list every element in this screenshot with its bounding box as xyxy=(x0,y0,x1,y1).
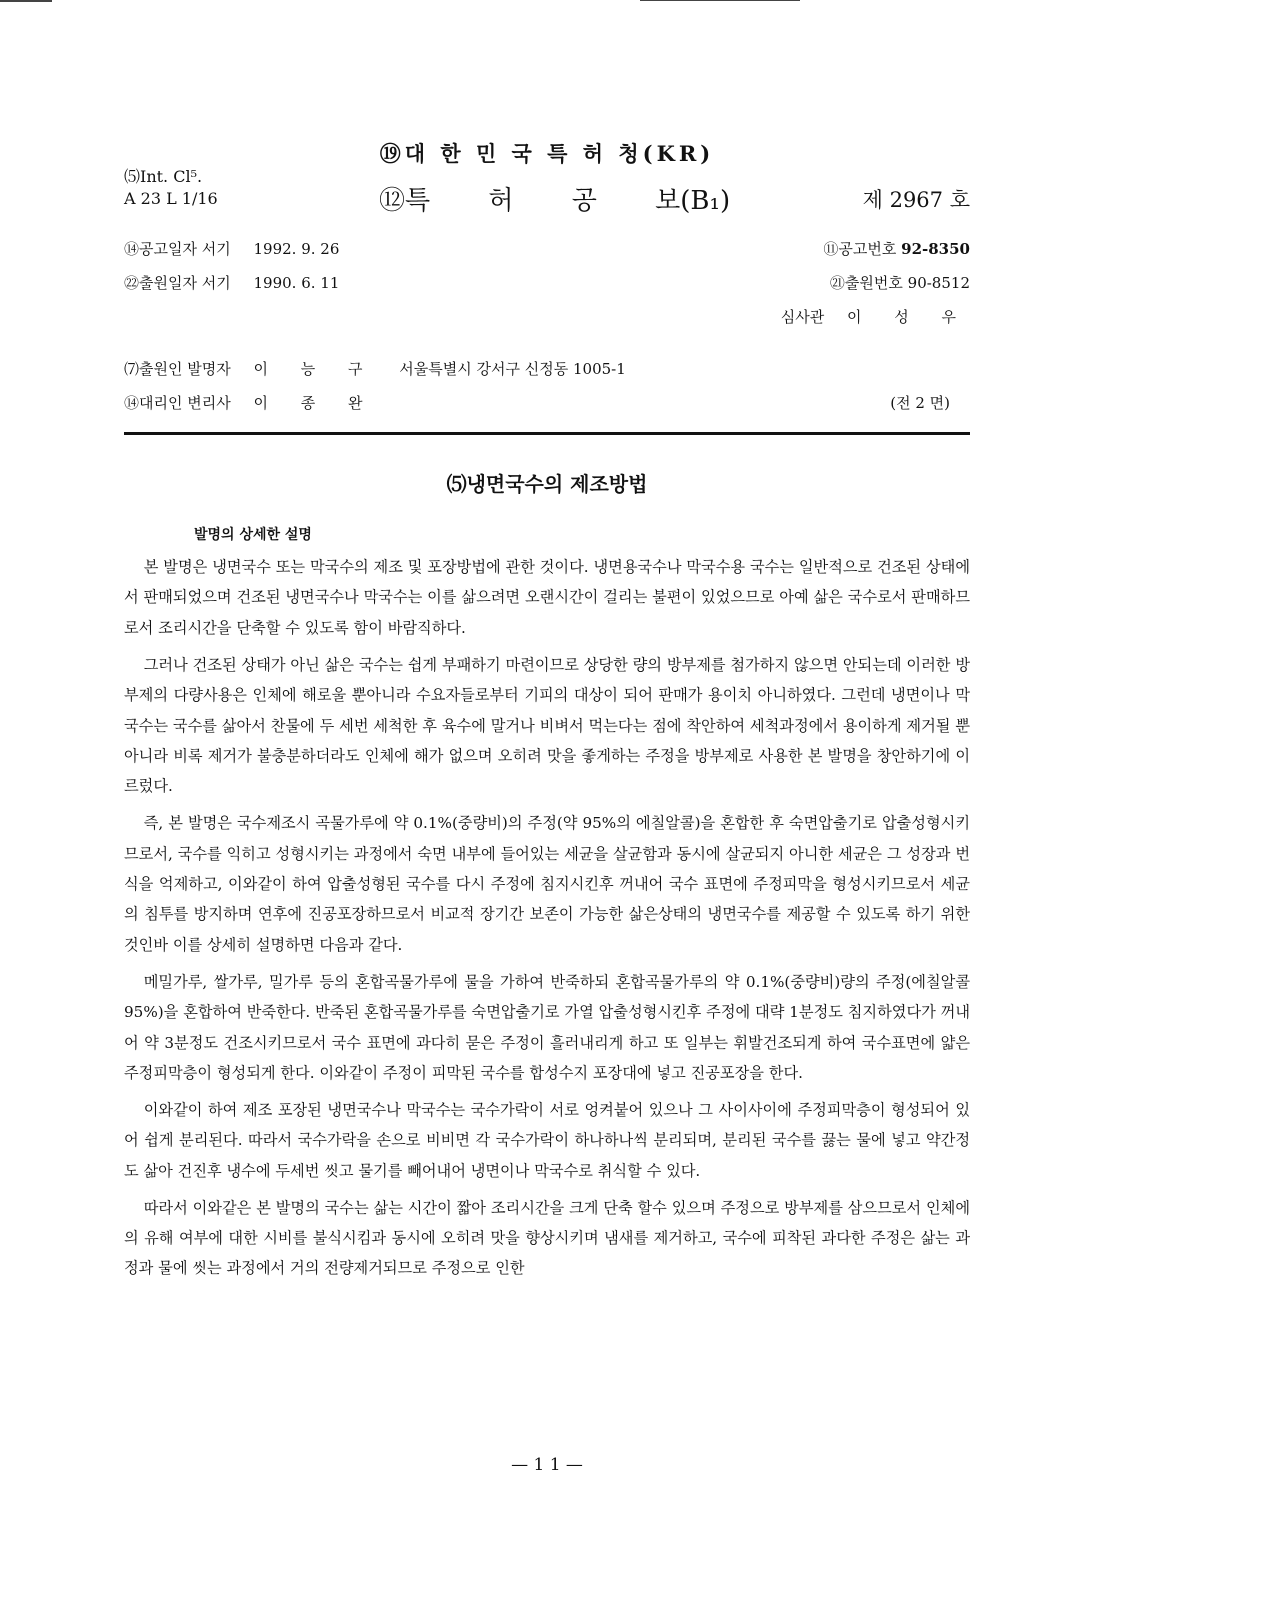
paragraph: 그러나 건조된 상태가 아닌 삶은 국수는 쉽게 부패하기 마련이므로 상당한 량의 방부제를 첨가하지 않으면 안되는데 이러한 방부제의 다량사용은 인체에 해로울 뿐아니라 수요자들로부터 기피의 대상이 되어 판매가 용이치 아니하였다. 그런데 냉면이나 막국수는 국수를 삶아서 찬물에 두 세번 세척한 후 육수에 말거나 비벼서 먹는다는 점에 착안하여 세척과정에서 용이하게 제거될 뿐아니라 비록 제거가 불충분하더라도 인체에 해가 없으며 오히려 맛을 좋게하는 주정을 방부제로 사용한 본 발명을 창안하기에 이르렀다. xyxy=(124,655,970,796)
application-number-row xyxy=(830,272,970,293)
agent-name: 이 종 완 xyxy=(253,394,377,412)
application-date-label: ㉒출원일자 서기 xyxy=(124,274,231,292)
application-number: 90-8512 xyxy=(907,274,970,292)
paragraph: 이와같이 하여 제조 포장된 냉면국수나 막국수는 국수가락이 서로 엉켜붙어 있으나 그 사이사이에 주정피막층이 형성되어 있어 쉽게 분리된다. 따라서 국수가락을 손으로 비비면 각 국수가락이 하나하나씩 분리되며, 분리된 국수를 끓는 물에 넣고 약간정도 삶아 건진후 냉수에 두세번 씻고 물기를 빼어내어 냉면이나 막국수로 취식할 수 있다. xyxy=(124,1100,970,1180)
applicant-row xyxy=(124,358,626,379)
application-date: 1990. 6. 11 xyxy=(253,274,340,292)
applicant-name: 이 능 구 xyxy=(253,360,377,378)
publication-number-label: ⑪공고번호 xyxy=(823,240,897,258)
paragraph: 즉, 본 발명은 국수제조시 곡물가루에 약 0.1%(중량비)의 주정(약 95%의 에칠알콜)을 혼합한 후 숙면압출기로 압출성형시키므로서, 국수를 익히고 성형시키는 과정에서 숙면 내부에 들어있는 세균을 살균함과 동시에 살균되지 아니한 세균은 그 성장과 번식을 억제하고, 이와같이 하여 압출성형된 국수를 다시 주정에 침지시킨후 꺼내어 국수 표면에 주정피막을 형성시키므로서 세균의 침투를 방지하며 연후에 진공포장하므로서 비교적 장기간 보존이 가능한 삶은상태의 냉면국수를 제공할 수 있도록 하기 위한 것인바 이를 상세히 설명하면 다음과 같다. xyxy=(124,814,970,954)
publication-date-row xyxy=(124,238,339,259)
applicant-address: 서울특별시 강서구 신정동 1005-1 xyxy=(399,360,626,378)
publication-number-row xyxy=(823,238,970,259)
int-cl-value: A 23 L 1/16 xyxy=(124,189,218,208)
applicant-label: ⑺출원인 발명자 xyxy=(124,360,231,378)
scan-artifact xyxy=(640,0,800,1)
examiner-name: 이 성 우 xyxy=(846,308,970,326)
paragraph: 메밀가루, 쌀가루, 밀가루 등의 혼합곡물가루에 물을 가하여 반죽하되 혼합곡물가루의 약 0.1%(중량비)량의 주정(에칠알콜 95%)을 혼합하여 반죽한다. 반죽된 혼합곡물가루를 숙면압출기로 가열 압출성형시킨후 주정에 대략 1분정도 침지하였다가 꺼내어 약 3분정도 건조시키므로서 국수 표면에 과다히 묻은 주정이 흘러내리게 하고 또 일부는 휘발건조되게 하여 국수표면에 얇은 주정피막층이 형성되게 한다. 이와같이 주정이 피막된 국수를 합성수지 포장대에 넣고 진공포장을 한다. xyxy=(124,972,970,1082)
section-heading: 발명의 상세한 설명 xyxy=(194,527,312,543)
gazette-word: 허 xyxy=(488,186,514,216)
publication-number: 92-8350 xyxy=(901,240,970,258)
examiner-row xyxy=(781,306,970,327)
gazette-word: 보(B₁) xyxy=(655,186,731,216)
int-cl-block xyxy=(124,166,218,210)
description-body xyxy=(124,552,970,1290)
paragraph: 따라서 이와같은 본 발명의 국수는 삶는 시간이 짧아 조리시간을 크게 단축 할수 있으며 주정으로 방부제를 삼으므로서 인체에의 유해 여부에 대한 시비를 불식시킴과 동시에 오히려 맛을 향상시키며 냄새를 제거하고, 국수에 피착된 과다한 주정은 삶는 과정과 물에 씻는 과정에서 거의 전량제거되므로 주정으로 인한 xyxy=(124,1198,970,1278)
page-number: — 1 1 — xyxy=(511,1455,583,1475)
application-number-label: ㉑출원번호 xyxy=(829,274,903,292)
agent-label: ⑭대리인 변리사 xyxy=(124,394,231,412)
gazette-title xyxy=(379,180,730,217)
issue-number: 제 2967 호 xyxy=(862,188,970,212)
gazette-word: 공 xyxy=(571,186,597,216)
header-divider xyxy=(124,432,970,435)
publication-date: 1992. 9. 26 xyxy=(253,240,340,258)
paragraph: 본 발명은 냉면국수 또는 막국수의 제조 및 포장방법에 관한 것이다. 냉면용국수나 막국수용 국수는 일반적으로 건조된 상태에서 판매되었으며 건조된 냉면국수나 막국수는 이를 삶으려면 오랜시간이 걸리는 불편이 있었으므로 아예 삶은 국수로서 판매하므로서 조리시간을 단축할 수 있도록 함이 바람직하다. xyxy=(124,558,970,637)
page-count: (전 2 면) xyxy=(890,394,950,412)
invention-title: ⑸냉면국수의 제조방법 xyxy=(446,472,648,496)
gazette-word: ⑫특 xyxy=(379,186,431,216)
issuing-office: ⑲대 한 민 국 특 허 청(KR) xyxy=(379,141,715,166)
int-cl-label: ⑸Int. Cl⁵. xyxy=(124,167,203,186)
agent-row xyxy=(124,392,377,413)
application-date-row xyxy=(124,272,339,293)
publication-date-label: ⑭공고일자 서기 xyxy=(124,240,231,258)
examiner-label: 심사관 xyxy=(780,308,825,326)
scan-artifact xyxy=(0,0,52,2)
